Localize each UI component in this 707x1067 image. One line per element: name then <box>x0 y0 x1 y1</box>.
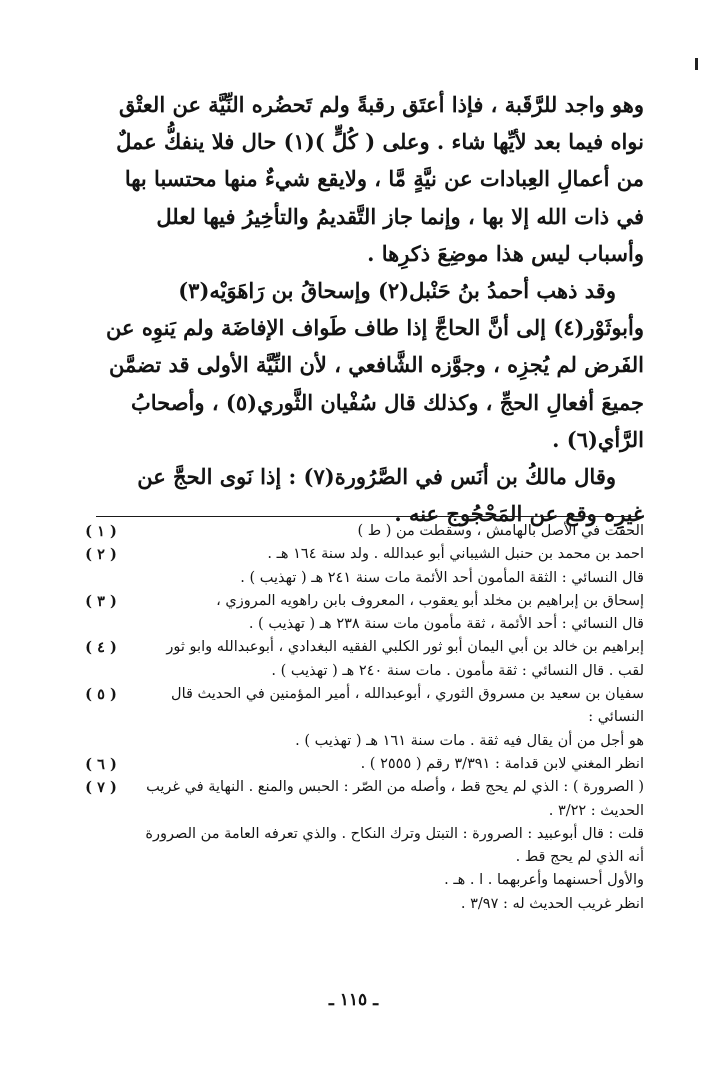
footnote-line: قال النسائي : الثقة المأمون أحد الأئمة مات سنة ٢٤١ هـ ( تهذيب ) . <box>240 569 644 586</box>
page-number: ـ ١١٥ ـ <box>328 990 379 1010</box>
footnote-number: ( ٦ ) <box>85 755 117 773</box>
footnote-line: انظر المغني لابن قدامة : ٣/٣٩١ رقم ( ٢٥٥٥ ) . <box>360 755 644 772</box>
footnote <box>68 683 644 753</box>
footnote-number: ( ٢ ) <box>85 546 117 564</box>
footnote-number: ( ٧ ) <box>85 779 117 797</box>
footnote-line: هو أجل من أن يقال فيه ثقة . مات سنة ١٦١ هـ ( تهذيب ) . <box>295 732 644 749</box>
footnote-text <box>134 683 644 753</box>
footnote <box>68 776 644 916</box>
footnote-divider <box>96 516 644 517</box>
footnote-text <box>134 776 644 916</box>
main-paragraph: وهو واجد للرَّقَبة ، فإذا أعتَق رقبةً ولم تَحضُره النِّيَّة عن العتْق نواه فيما بعد لأيِّها شاء . وعلى ( كُلٍّ )(١) حال فلا ينفكُّ عملٌ من أعمالِ العِبادات عن نيَّةٍ مَّا ، ولايقع شيءٌ منها محتسبا بها في ذات الله إلا بها ، وإنما جاز التَّقديمُ والتأخِيرُ فيها لعلل وأسباب ليس هذا موضِعَ ذكرِها . <box>116 92 644 266</box>
footnote <box>68 590 644 637</box>
footnote-text <box>134 636 644 683</box>
footnote-text <box>134 590 644 637</box>
footnote-line: انظر غريب الحديث له : ٣/٩٧ . <box>460 895 644 912</box>
footnote-number: ( ١ ) <box>85 523 117 540</box>
page-edge-mark <box>695 58 698 70</box>
footnote-line: ( الصرورة ) : الذي لم يحج قط ، وأصله من الصّر : الحبس والمنع . النهاية في غريب الحديث : ٣/٢٢ . <box>146 779 644 819</box>
footnote-number: ( ٥ ) <box>85 686 117 704</box>
footnote-number: ( ٤ ) <box>85 639 117 657</box>
footnote-number: ( ٣ ) <box>85 592 117 610</box>
footnote-line: احمد بن محمد بن حنبل الشيباني أبو عبدالله . ولد سنة ١٦٤ هـ . <box>267 546 644 563</box>
footnote-line: قلت : قال أبوعبيد : الصرورة : التبتل وترك النكاح . والذي تعرفه العامة من الصرورة أنه الذي لم يحج قط . <box>145 825 644 866</box>
footnote-line: قال النسائي : أحد الأئمة ، ثقة مأمون مات سنة ٢٣٨ هـ ( تهذيب ) . <box>248 616 644 633</box>
footnote-line: إسحاق بن إبراهيم بن مخلد أبو يعقوب ، المعروف بابن راهويه المروزي ، <box>216 592 644 609</box>
footnote-text <box>134 520 644 543</box>
main-paragraph: وقد ذهب أحمدُ بنُ حَنْبل(٢) وإسحاقُ بن رَاهَوَيْه(٣) وأبوثَوْر(٤) إلى أنَّ الحاجَّ إذا طاف طَواف الإفاضَة ولم يَنوِه عن الفَرض لم يُجزِه ، وجوَّزه الشَّافعي ، لأن النِّيَّة الأولى قد تضمَّن جميعَ أفعالِ الحجِّ ، وكذلك قال سُفْيان الثَّوري(٥) ، وأصحابُ الرَّأي(٦) . <box>106 278 644 452</box>
main-text <box>96 86 644 532</box>
main-paragraph: وقال مالكُ بن أنَس في الصَّرُورة(٧) : إذا نَوى الحجَّ عن غيرِه وقع عن المَحْجُوج عنه . <box>137 464 644 527</box>
footnote-line: سفيان بن سعيد بن مسروق الثوري ، أبوعبدالله ، أمير المؤمنين في الحديث قال النسائي : <box>171 686 644 726</box>
footnote <box>68 543 644 590</box>
footnote-line: والأول أحسنهما وأعربهما . ا . هـ . <box>444 872 644 889</box>
footnote-line: لقب . قال النسائي : ثقة مأمون . مات سنة ٢٤٠ هـ ( تهذيب ) . <box>271 662 644 679</box>
footnote-line: الحقت في الأصل بالهامش ، وسقطت من ( ط ) <box>357 523 644 539</box>
footnote-text <box>134 543 644 590</box>
footnote-text <box>134 753 644 776</box>
footnote <box>68 636 644 683</box>
footnote-line: إبراهيم بن خالد بن أبي اليمان أبو ثور الكلبي الفقيه البغدادي ، أبوعبدالله وابو ثور <box>166 639 644 656</box>
footnote <box>68 520 644 543</box>
footnotes <box>68 520 644 916</box>
footnote <box>68 753 644 776</box>
